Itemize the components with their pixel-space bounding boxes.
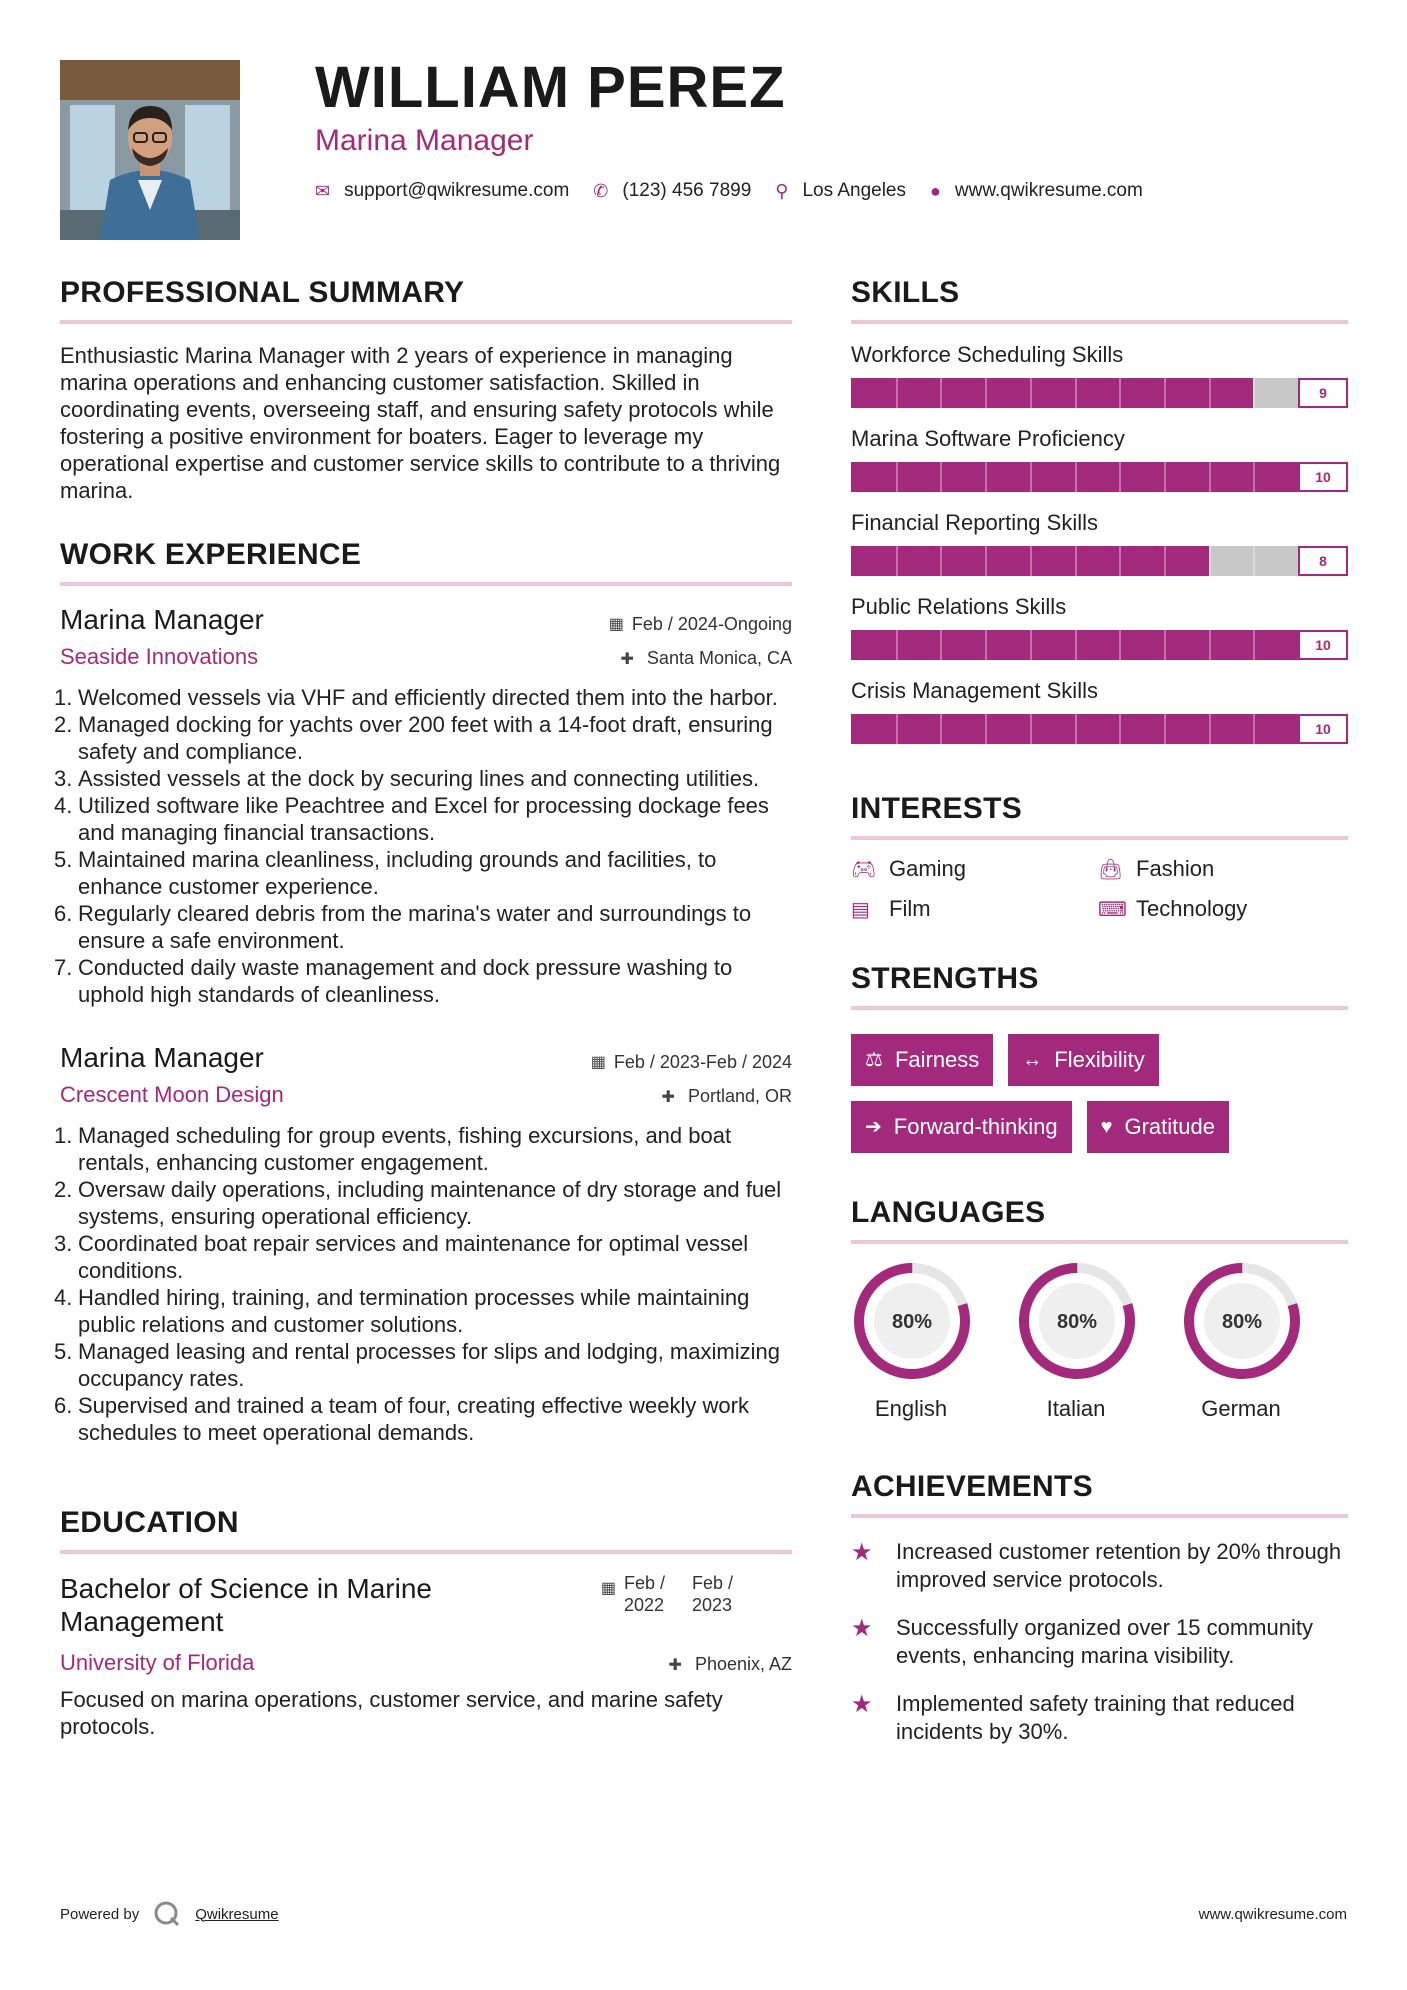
achievement-item: ★ Increased customer retention by 20% through improved service protocols. <box>851 1539 1342 1592</box>
skill-name: Financial Reporting Skills <box>851 510 1098 535</box>
language-ring <box>1016 1260 1138 1382</box>
job-company: Seaside Innovations <box>60 644 259 669</box>
contact-location-text: Los Angeles <box>802 180 906 201</box>
skill-rating: 9 <box>1298 378 1348 408</box>
strength-badge: ⚖ Fairness <box>851 1034 993 1086</box>
skill-bar-segment <box>1209 630 1211 660</box>
skill-bar-segment <box>985 714 987 744</box>
skill-bar-segment <box>1253 378 1255 408</box>
skill-item <box>851 510 1348 576</box>
skill-bar-segment <box>1075 714 1077 744</box>
education-start: Feb / 2022 <box>624 1573 666 1615</box>
left-column <box>54 276 792 1740</box>
list-item: 3. Coordinated boat repair services and maintenance for optimal vessel conditions. <box>54 1231 749 1283</box>
strengths-list <box>851 1022 1348 1156</box>
skill-bar-segment <box>1030 462 1032 492</box>
skill-bar-segment <box>1119 714 1121 744</box>
calendar-icon: ▦ <box>590 1054 606 1071</box>
education-dates <box>601 1572 760 1638</box>
job-bullets <box>54 684 792 1008</box>
shooting-star-icon: ★ <box>851 1615 873 1642</box>
strength-badge: ↔ Flexibility <box>1008 1034 1158 1086</box>
contact-website-text: www.qwikresume.com <box>954 180 1143 201</box>
skill-bar-segment <box>1164 714 1166 744</box>
phone-icon: ✆ <box>593 180 609 201</box>
list-item: 6. Regularly cleared debris from the marina's water and surroundings to ensure a safe environment. <box>54 901 752 953</box>
skill-rating: 10 <box>1298 714 1348 744</box>
school-location-text: Phoenix, AZ <box>694 1654 792 1674</box>
skill-bar-segment <box>1075 630 1077 660</box>
interest-item: ▤ Film <box>851 896 931 921</box>
list-item: 1. Welcomed vessels via VHF and efficiently directed them into the harbor. <box>54 685 778 710</box>
job-date <box>609 614 792 635</box>
education-description: Focused on marina operations, customer service, and marine safety protocols. <box>60 1687 723 1739</box>
skill-bar <box>851 378 1348 408</box>
skill-bar-segment <box>1075 546 1077 576</box>
language-item <box>1181 1260 1301 1422</box>
skill-bar-segment <box>985 462 987 492</box>
skill-rating: 10 <box>1298 462 1348 492</box>
job-date <box>591 1052 792 1073</box>
language-percent: 80% <box>1056 1311 1098 1333</box>
skill-bar-fill <box>851 378 1253 408</box>
job-entry <box>54 1042 792 1446</box>
skill-bar-segment <box>1209 462 1211 492</box>
summary-heading: PROFESSIONAL SUMMARY <box>60 276 792 324</box>
list-item: 1. Managed scheduling for group events, fishing excursions, and boat rentals, enhancing customer engagement. <box>54 1123 732 1175</box>
skill-bar-segment <box>940 378 942 408</box>
skill-bar <box>851 546 1348 576</box>
list-item: 5. Managed leasing and rental processes for slips and lodging, maximizing occupancy rates. <box>54 1339 780 1391</box>
skill-bar-segment <box>985 378 987 408</box>
job-title: Marina Manager <box>60 604 264 635</box>
language-name: German <box>1201 1396 1281 1421</box>
film-icon: ▤ <box>851 898 870 921</box>
arrows-horizontal-icon: ↔ <box>1022 1049 1043 1071</box>
list-item: 5. Maintained marina cleanliness, including grounds and facilities, to enhance customer experience. <box>54 847 717 899</box>
skill-bar-segment <box>940 462 942 492</box>
globe-icon: ● <box>930 180 941 201</box>
calendar-icon: ▦ <box>600 1580 616 1597</box>
skill-bar-segment <box>1164 378 1166 408</box>
education-entry <box>60 1572 792 1638</box>
gamepad-icon: 🎮︎ <box>851 858 877 881</box>
list-item: 2. Managed docking for yachts over 200 feet with a 14-foot draft, ensuring safety and compliance. <box>54 712 773 764</box>
skill-rating: 8 <box>1298 546 1348 576</box>
skill-bar-segment <box>940 630 942 660</box>
school-location <box>669 1654 792 1675</box>
skill-bar-segment <box>1030 714 1032 744</box>
skill-bar-segment <box>896 714 898 744</box>
skill-bar-segment <box>1253 714 1255 744</box>
language-percent: 80% <box>1221 1311 1263 1333</box>
skill-bar-segment <box>985 546 987 576</box>
skill-bar-segment <box>940 714 942 744</box>
job-location <box>621 648 793 669</box>
skill-bar-segment <box>1253 462 1255 492</box>
contact-location <box>775 180 906 202</box>
list-item: 7. Conducted daily waste management and dock pressure washing to uphold high standards of cleanliness. <box>54 955 733 1007</box>
skill-name: Crisis Management Skills <box>851 678 1098 703</box>
education-end: Feb / 2023 <box>692 1573 734 1615</box>
skill-bar-segment <box>1209 546 1211 576</box>
language-item <box>1016 1260 1136 1422</box>
skill-bar-segment <box>1119 546 1121 576</box>
skill-bar-segment <box>896 462 898 492</box>
skill-name: Public Relations Skills <box>851 594 1067 619</box>
footer-website[interactable]: www.qwikresume.com <box>1198 1906 1347 1923</box>
interest-item: 🎮︎ Gaming <box>851 856 967 881</box>
skills-list <box>851 342 1348 744</box>
skill-bar-segment <box>1253 546 1255 576</box>
skills-heading: SKILLS <box>851 276 1348 324</box>
achievements-list <box>851 1538 1348 1746</box>
language-name: Italian <box>1046 1396 1106 1421</box>
right-column <box>851 276 1348 1746</box>
skill-bar-segment <box>1164 630 1166 660</box>
job-title: Marina Manager <box>60 1042 264 1073</box>
job-company: Crescent Moon Design <box>60 1082 284 1107</box>
qwikresume-link[interactable]: Qwikresume <box>195 1905 279 1923</box>
list-item: 2. Oversaw daily operations, including maintenance of dry storage and fuel systems, ensuring operational efficiency. <box>54 1177 782 1229</box>
arrow-right-icon: ➔ <box>865 1116 882 1138</box>
list-item: 6. Supervised and trained a team of four, creating effective weekly work schedules to meet operational demands. <box>54 1393 749 1445</box>
skill-bar-segment <box>1119 378 1121 408</box>
skill-bar-segment <box>1209 714 1211 744</box>
language-item <box>851 1260 971 1422</box>
pushpin-icon: ✚ <box>620 651 634 668</box>
skill-bar-segment <box>1030 378 1032 408</box>
skill-bar-segment <box>1164 546 1166 576</box>
list-item: 4. Utilized software like Peachtree and Excel for processing dockage fees and managing financial transactions. <box>54 793 769 845</box>
contact-phone[interactable] <box>593 180 751 202</box>
powered-by-text: Powered by <box>60 1905 140 1923</box>
list-item: 3. Assisted vessels at the dock by securing lines and connecting utilities. <box>54 766 760 791</box>
contact-website[interactable] <box>930 180 1143 202</box>
skill-bar-segment <box>1075 462 1077 492</box>
achievement-item: ★ Successfully organized over 15 community events, enhancing marina visibility. <box>851 1615 1313 1668</box>
pushpin-icon: ✚ <box>661 1089 675 1106</box>
skill-bar-segment <box>1030 630 1032 660</box>
location-pin-icon: ⚲ <box>775 180 789 201</box>
strength-badge: ♥ Gratitude <box>1087 1101 1229 1153</box>
calendar-icon: ▦ <box>608 616 624 633</box>
job-entry <box>54 604 792 1008</box>
job-location <box>662 1086 792 1107</box>
skill-item <box>851 342 1348 408</box>
strength-badge: ➔ Forward-thinking <box>851 1101 1072 1153</box>
contact-phone-text: (123) 456 7899 <box>622 180 752 201</box>
skill-item <box>851 678 1348 744</box>
balance-scale-icon: ⚖ <box>865 1049 883 1071</box>
language-ring <box>1181 1260 1303 1382</box>
skill-bar-segment <box>896 630 898 660</box>
interests-heading: INTERESTS <box>851 792 1348 840</box>
qwikresume-logo-icon <box>153 1900 181 1928</box>
skill-bar-segment <box>1209 378 1211 408</box>
skill-bar-segment <box>896 546 898 576</box>
languages-list <box>851 1260 1348 1422</box>
job-date-text: Feb / 2023-Feb / 2024 <box>613 1051 792 1072</box>
handbag-icon: 👜︎ <box>1098 858 1124 881</box>
laptop-icon: ⌨ <box>1098 898 1127 921</box>
skill-bar-segment <box>1030 546 1032 576</box>
skill-bar-segment <box>940 546 942 576</box>
job-location-text: Portland, OR <box>687 1086 792 1106</box>
list-item: 4. Handled hiring, training, and termination processes while maintaining public relations and customer solutions. <box>54 1285 750 1337</box>
language-ring <box>851 1260 973 1382</box>
school-name: University of Florida <box>60 1650 255 1675</box>
contact-info <box>315 180 1167 202</box>
education-heading: EDUCATION <box>60 1506 792 1554</box>
languages-heading: LANGUAGES <box>851 1196 1348 1244</box>
footer-powered-by <box>60 1900 279 1928</box>
skill-bar-segment <box>1119 630 1121 660</box>
skill-name: Workforce Scheduling Skills <box>851 342 1124 367</box>
shooting-star-icon: ★ <box>851 1539 873 1566</box>
degree-title: Bachelor of Science in Marine Management <box>60 1573 432 1637</box>
contact-email[interactable] <box>315 180 569 202</box>
job-location-text: Santa Monica, CA <box>646 648 792 668</box>
skill-bar-segment <box>985 630 987 660</box>
skill-rating: 10 <box>1298 630 1348 660</box>
pushpin-icon: ✚ <box>668 1657 682 1674</box>
skill-bar-segment <box>896 378 898 408</box>
interest-item: 👜︎ Fashion <box>1098 856 1215 881</box>
shooting-star-icon: ★ <box>851 1691 873 1718</box>
strengths-heading: STRENGTHS <box>851 962 1348 1010</box>
job-date-text: Feb / 2024-Ongoing <box>631 613 792 634</box>
interest-item: ⌨ Technology <box>1098 896 1248 921</box>
skill-bar <box>851 462 1348 492</box>
heart-icon: ♥ <box>1100 1116 1113 1138</box>
skill-bar-segment <box>1164 462 1166 492</box>
skill-bar <box>851 714 1348 744</box>
skill-bar-segment <box>1253 630 1255 660</box>
skill-bar-segment <box>1119 462 1121 492</box>
skill-name: Marina Software Proficiency <box>851 426 1125 451</box>
profile-photo <box>60 60 240 240</box>
achievement-item: ★ Implemented safety training that reduced incidents by 30%. <box>851 1691 1295 1744</box>
language-percent: 80% <box>891 1311 933 1333</box>
job-bullets <box>54 1122 792 1446</box>
achievements-heading: ACHIEVEMENTS <box>851 1470 1348 1518</box>
experience-heading: WORK EXPERIENCE <box>60 538 792 586</box>
interests-list <box>851 856 1348 922</box>
skill-item <box>851 594 1348 660</box>
envelope-icon: ✉ <box>315 180 331 201</box>
contact-email-text: support@qwikresume.com <box>344 180 570 201</box>
skill-bar-segment <box>1075 378 1077 408</box>
skill-bar <box>851 630 1348 660</box>
language-name: English <box>874 1396 948 1421</box>
candidate-role: Marina Manager <box>315 124 534 157</box>
summary-text: Enthusiastic Marina Manager with 2 years of experience in managing marina operations and enhancing customer satisfaction. Skilled in coordinating events, overseeing staff, and ensuring safety protocols while fostering a positive environment for boaters. Eager to leverage my operational expertise and customer service skills to contribute to a thriving marina. <box>60 343 781 503</box>
skill-item <box>851 426 1348 492</box>
candidate-name: WILLIAM PEREZ <box>315 55 786 120</box>
